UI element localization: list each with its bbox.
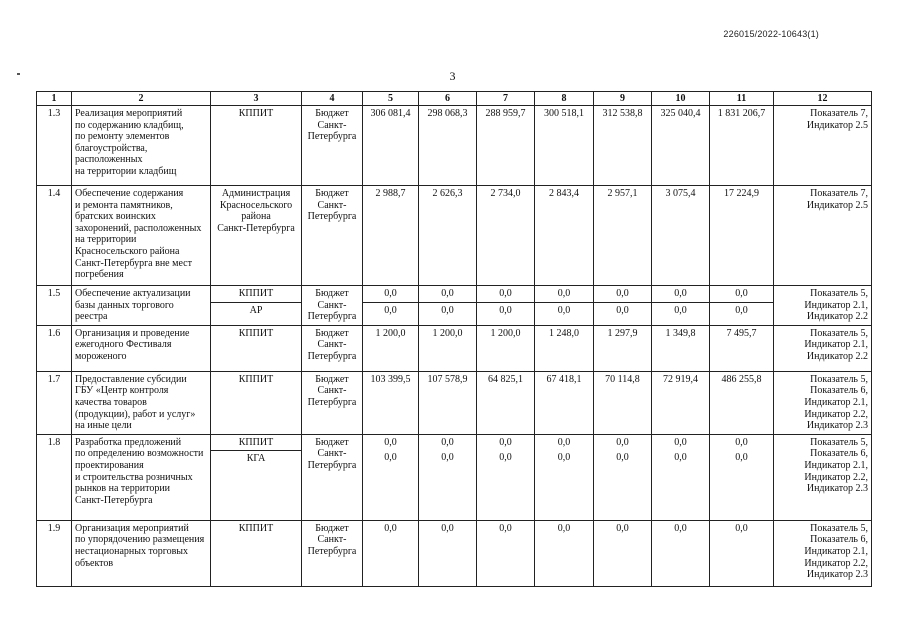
activity-name-line: реестра (75, 311, 108, 323)
amount-cell: 67 418,1 (535, 371, 594, 434)
amount-cell: 1 297,9 (594, 325, 652, 371)
activity-name-line: Красносельского района (75, 245, 180, 257)
amount-cell: 325 040,4 (652, 106, 710, 186)
amount-value: 0,0 (384, 452, 397, 464)
funding-source-line: Бюджет (315, 188, 349, 199)
amount-cell: 2 734,0 (477, 186, 535, 286)
funding-source-line: Бюджет (315, 522, 349, 534)
funding-source-line: Петербурга (307, 545, 357, 557)
executor-text: КППИТ (238, 327, 274, 339)
indicator-line: Показатель 7, (810, 108, 868, 119)
indicator-line: Индикатор 2.5 (806, 119, 868, 131)
activity-name-line: Разработка предложений (75, 436, 182, 448)
indicator-line: Индикатор 2.3 (806, 420, 868, 432)
row-number-cell: 1.6 (37, 325, 72, 371)
activity-name-line: братских воинских (75, 211, 156, 223)
amount-cell (363, 434, 419, 520)
row-number-cell: 1.3 (37, 106, 72, 186)
column-header: 8 (535, 92, 594, 106)
activity-name-line: Обеспечение содержания (75, 188, 184, 199)
amount-value: 0,0 (499, 436, 512, 448)
amount-cell: 2 988,7 (363, 186, 419, 286)
amount-cell: 72 919,4 (652, 371, 710, 434)
column-header: 2 (72, 92, 211, 106)
table-row (37, 520, 872, 586)
amount-cell: 1 200,0 (477, 325, 535, 371)
funding-source-line: Бюджет (315, 108, 349, 119)
activity-name-line: базы данных торгового (75, 299, 174, 311)
funding-source-line: Петербурга (307, 211, 357, 223)
activity-name-line: по упорядочению размещения (75, 534, 205, 546)
executor-cell (211, 325, 302, 371)
activity-name-line: Предоставление субсидии (75, 373, 187, 385)
amount-value: 0,0 (557, 436, 571, 448)
activity-name-line: погребения (75, 269, 124, 281)
executor-cell (211, 371, 302, 434)
table-row (37, 325, 872, 371)
amount-cell (535, 434, 594, 520)
page-number: 3 (449, 69, 456, 83)
activity-name-line: объектов (75, 557, 114, 569)
amount-cell: 0,0 (652, 520, 710, 586)
activity-name-line: и ремонта памятников, (75, 199, 173, 211)
indicator-line: Индикатор 2.1, (804, 396, 868, 408)
executor-text: КГА (211, 450, 301, 467)
funding-source-cell (302, 186, 363, 286)
activity-name-line: благоустройства, (75, 142, 148, 154)
amount-cell (594, 286, 652, 326)
amount-cell (477, 434, 535, 520)
indicator-line: Индикатор 2.3 (806, 483, 868, 495)
amount-value: 0,0 (674, 288, 687, 299)
funding-source-cell (302, 325, 363, 371)
amount-cell (363, 286, 419, 326)
funding-source-line: Петербурга (307, 396, 357, 408)
funding-source-line: Петербурга (307, 131, 357, 143)
indicator-line: Показатель 6, (810, 448, 868, 460)
executor-cell (211, 520, 302, 586)
column-header: 4 (302, 92, 363, 106)
executor-text: КППИТ (238, 522, 274, 534)
amount-value: 0,0 (616, 436, 629, 448)
funding-source-line: Санкт- (317, 448, 347, 460)
funding-source-line: Санкт- (317, 339, 347, 351)
activity-name-line: и строительства розничных (75, 471, 193, 483)
amount-value: 0,0 (616, 452, 629, 464)
indicator-line: Индикатор 2.1, (804, 299, 868, 311)
indicators-cell (774, 371, 872, 434)
activity-name-line: Организация и проведение (75, 327, 190, 339)
amount-value: 0,0 (710, 302, 773, 319)
row-number-cell: 1.5 (37, 286, 72, 326)
amount-value: 0,0 (735, 288, 748, 299)
indicator-line: Показатель 5, (810, 327, 868, 339)
activity-name-cell (72, 371, 211, 434)
table-row (37, 434, 872, 520)
amount-cell: 2 957,1 (594, 186, 652, 286)
activity-name-line: по определению возможности (75, 448, 204, 460)
executor-text: КППИТ (238, 288, 274, 299)
column-number-row (37, 92, 872, 106)
amount-value: 0,0 (535, 302, 593, 319)
funding-source-cell (302, 520, 363, 586)
amount-cell: 0,0 (535, 520, 594, 586)
indicators-cell (774, 286, 872, 326)
activity-name-line: на иные цели (75, 420, 132, 432)
activity-name-line: мороженого (75, 350, 127, 362)
amount-cell (535, 286, 594, 326)
column-header: 7 (477, 92, 535, 106)
amount-value: 0,0 (616, 288, 629, 299)
amount-cell: 1 831 206,7 (710, 106, 774, 186)
amount-value: 0,0 (477, 302, 534, 319)
executor-text: района (241, 211, 271, 223)
activity-name-cell (72, 106, 211, 186)
amount-cell: 298 068,3 (419, 106, 477, 186)
indicators-cell (774, 325, 872, 371)
indicator-line: Показатель 5, (810, 373, 868, 385)
activity-name-line: на территории (75, 234, 137, 246)
amount-value: 0,0 (363, 302, 418, 319)
amount-value: 0,0 (384, 288, 397, 299)
amount-value: 0,0 (441, 452, 454, 464)
indicator-line: Индикатор 2.2, (804, 557, 868, 569)
amount-value: 0,0 (674, 436, 687, 448)
executor-text: КППИТ (238, 373, 274, 385)
amount-cell: 103 399,5 (363, 371, 419, 434)
indicator-line: Индикатор 2.2, (804, 408, 868, 420)
amount-cell: 2 843,4 (535, 186, 594, 286)
executor-cell (211, 106, 302, 186)
table-row (37, 371, 872, 434)
funding-source-line: Бюджет (315, 327, 349, 339)
amount-cell (477, 286, 535, 326)
amount-cell: 1 200,0 (419, 325, 477, 371)
funding-source-line: Санкт- (317, 299, 347, 311)
amount-value: 0,0 (419, 302, 476, 319)
document-registration-number: 226015/2022-10643(1) (723, 29, 819, 39)
activity-name-line: Санкт-Петербурга (75, 494, 153, 506)
indicator-line: Показатель 6, (810, 385, 868, 397)
executor-text: Красносельского (219, 199, 293, 211)
amount-value: 0,0 (674, 452, 687, 464)
indicator-line: Показатель 6, (810, 534, 868, 546)
funding-source-cell (302, 371, 363, 434)
amount-cell: 1 349,8 (652, 325, 710, 371)
amount-cell: 70 114,8 (594, 371, 652, 434)
activity-name-cell (72, 325, 211, 371)
indicator-line: Индикатор 2.2 (806, 311, 868, 323)
amount-value: 0,0 (557, 288, 571, 299)
amount-cell: 312 538,8 (594, 106, 652, 186)
funding-source-line: Санкт- (317, 119, 347, 131)
amount-cell: 1 248,0 (535, 325, 594, 371)
funding-source-cell (302, 286, 363, 326)
funding-source-line: Петербурга (307, 350, 357, 362)
amount-value: 0,0 (384, 436, 397, 448)
amount-value: 0,0 (557, 452, 571, 464)
row-number-cell: 1.4 (37, 186, 72, 286)
amount-cell: 0,0 (363, 520, 419, 586)
funding-source-line: Бюджет (315, 373, 349, 385)
activity-name-line: качества товаров (75, 396, 147, 408)
row-number-cell: 1.9 (37, 520, 72, 586)
column-header: 3 (211, 92, 302, 106)
table-row (37, 106, 872, 186)
amount-value: 0,0 (735, 436, 748, 448)
activity-name-line: проектирования (75, 459, 144, 471)
activity-name-cell (72, 520, 211, 586)
activity-name-line: ежегодного Фестиваля (75, 339, 172, 351)
column-header: 9 (594, 92, 652, 106)
row-number-cell: 1.7 (37, 371, 72, 434)
indicator-line: Индикатор 2.2 (806, 350, 868, 362)
amount-cell (419, 286, 477, 326)
amount-cell (710, 286, 774, 326)
indicators-cell (774, 106, 872, 186)
activity-name-line: захоронений, расположенных (75, 222, 202, 234)
column-header: 12 (774, 92, 872, 106)
activity-name-cell (72, 434, 211, 520)
amount-cell (652, 434, 710, 520)
activity-name-cell (72, 186, 211, 286)
funding-source-cell (302, 106, 363, 186)
funding-source-line: Петербурга (307, 459, 357, 471)
activity-name-line: нестационарных торговых (75, 545, 189, 557)
amount-cell (594, 434, 652, 520)
activity-name-line: на территории кладбищ (75, 165, 177, 177)
program-activities-table (36, 91, 872, 587)
executor-cell (211, 434, 302, 520)
activity-name-line: Обеспечение актуализации (75, 288, 191, 299)
activity-name-line: расположенных (75, 154, 143, 166)
executor-text: Санкт-Петербурга (217, 222, 295, 234)
amount-cell: 2 626,3 (419, 186, 477, 286)
activity-name-line: рынков на территории (75, 483, 171, 495)
activity-name-line: Санкт-Петербурга вне мест (75, 257, 192, 269)
table-row (37, 186, 872, 286)
amount-cell: 306 081,4 (363, 106, 419, 186)
amount-cell: 107 578,9 (419, 371, 477, 434)
indicator-line: Индикатор 2.1, (804, 545, 868, 557)
amount-cell: 288 959,7 (477, 106, 535, 186)
amount-value: 0,0 (499, 288, 512, 299)
funding-source-cell (302, 434, 363, 520)
amount-cell: 0,0 (477, 520, 535, 586)
executor-cell (211, 286, 302, 326)
indicator-line: Показатель 7, (810, 188, 868, 199)
amount-cell: 1 200,0 (363, 325, 419, 371)
column-header: 10 (652, 92, 710, 106)
activity-name-line: (продукции), работ и услуг» (75, 408, 196, 420)
indicator-line: Индикатор 2.1, (804, 339, 868, 351)
funding-source-line: Санкт- (317, 385, 347, 397)
funding-source-line: Бюджет (315, 288, 349, 299)
amount-value: 0,0 (594, 302, 651, 319)
indicator-line: Индикатор 2.1, (804, 459, 868, 471)
executor-text: КППИТ (238, 436, 274, 448)
indicator-line: Индикатор 2.5 (806, 199, 868, 211)
amount-value: 0,0 (652, 302, 709, 319)
indicators-cell (774, 434, 872, 520)
indicator-line: Показатель 5, (810, 288, 868, 299)
amount-cell: 64 825,1 (477, 371, 535, 434)
amount-cell (710, 434, 774, 520)
amount-cell: 17 224,9 (710, 186, 774, 286)
amount-value: 0,0 (735, 452, 748, 464)
column-header: 1 (37, 92, 72, 106)
amount-value: 0,0 (499, 452, 512, 464)
amount-cell: 0,0 (594, 520, 652, 586)
column-header: 6 (419, 92, 477, 106)
indicator-line: Индикатор 2.3 (806, 569, 868, 581)
amount-cell (419, 434, 477, 520)
table-row (37, 286, 872, 326)
indicator-line: Показатель 5, (810, 436, 868, 448)
column-header: 5 (363, 92, 419, 106)
indicator-line: Индикатор 2.2, (804, 471, 868, 483)
amount-cell: 0,0 (710, 520, 774, 586)
activity-name-line: Реализация мероприятий (75, 108, 183, 119)
amount-cell: 3 075,4 (652, 186, 710, 286)
indicator-line: Показатель 5, (810, 522, 868, 534)
executor-text: Администрация (221, 188, 291, 199)
funding-source-line: Петербурга (307, 311, 357, 323)
activity-name-line: по ремонту элементов (75, 131, 170, 143)
executor-text: АР (211, 302, 301, 319)
activity-name-line: Организация мероприятий (75, 522, 189, 534)
activity-name-cell (72, 286, 211, 326)
funding-source-line: Бюджет (315, 436, 349, 448)
amount-cell: 0,0 (419, 520, 477, 586)
amount-cell: 300 518,1 (535, 106, 594, 186)
funding-source-line: Санкт- (317, 534, 347, 546)
executor-cell (211, 186, 302, 286)
amount-value: 0,0 (441, 288, 454, 299)
indicators-cell (774, 520, 872, 586)
executor-text: КППИТ (238, 108, 274, 119)
amount-cell: 486 255,8 (710, 371, 774, 434)
amount-cell: 7 495,7 (710, 325, 774, 371)
funding-source-line: Санкт- (317, 199, 347, 211)
amount-value: 0,0 (441, 436, 454, 448)
activity-name-line: по содержанию кладбищ, (75, 119, 184, 131)
amount-cell (652, 286, 710, 326)
row-number-cell: 1.8 (37, 434, 72, 520)
activity-name-line: ГБУ «Центр контроля (75, 385, 169, 397)
column-header: 11 (710, 92, 774, 106)
indicators-cell (774, 186, 872, 286)
